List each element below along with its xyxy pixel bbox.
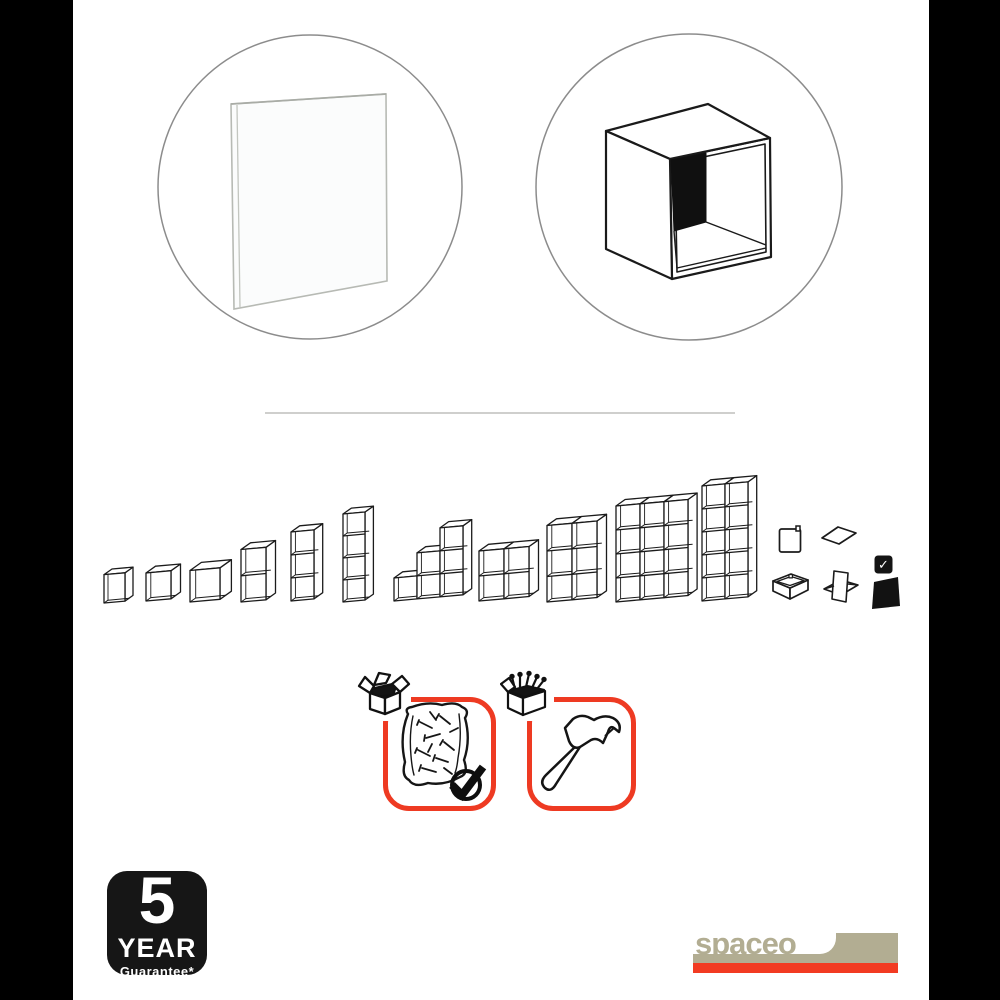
- hammer-head: [565, 716, 620, 748]
- unit-grid-2x2: [477, 533, 543, 604]
- cube-black-back-panel: [671, 153, 706, 231]
- unit-column-1x3: [289, 517, 327, 604]
- guarantee-unit: YEAR: [117, 932, 197, 963]
- unit-grid-3x4: [614, 487, 702, 605]
- back-panel-drawing: [231, 94, 387, 309]
- section-divider: [265, 412, 735, 414]
- cross-divider-icon: [821, 568, 861, 606]
- unit-grid-2x5: [700, 469, 761, 604]
- hero-circle-back-panel: [155, 32, 465, 344]
- guarantee-label: Guarantee*: [119, 963, 195, 979]
- brand-name: spaceo: [695, 926, 796, 961]
- logo-red-stripe: [693, 963, 898, 973]
- unit-cube-s: [144, 558, 185, 604]
- right-black-bar: [929, 0, 1000, 1000]
- confirm-check-icon: [444, 760, 490, 804]
- hammer-illustration: [534, 706, 630, 804]
- unit-cube-xs: [102, 561, 137, 606]
- selected-checkbox: [874, 555, 893, 574]
- drawer-box-icon: [771, 570, 811, 602]
- back-panel-selected-icon: [871, 575, 902, 610]
- hero-circle-cube: [533, 31, 845, 345]
- unit-cube-m: [188, 553, 236, 605]
- unit-column-1x4: [341, 500, 378, 605]
- cube-drawing: [606, 104, 771, 279]
- shelf-insert-icon: [820, 524, 858, 548]
- left-black-bar: [0, 0, 73, 1000]
- check-glyph: ✓: [878, 558, 889, 573]
- guarantee-badge: [107, 862, 207, 979]
- unit-column-1x2: [239, 534, 280, 605]
- door-panel-icon: [777, 524, 805, 556]
- brand-logo: [693, 926, 898, 973]
- unit-grid-2x3: [545, 508, 611, 605]
- unit-staircase-3: [392, 513, 476, 604]
- guarantee-years: 5: [138, 862, 176, 937]
